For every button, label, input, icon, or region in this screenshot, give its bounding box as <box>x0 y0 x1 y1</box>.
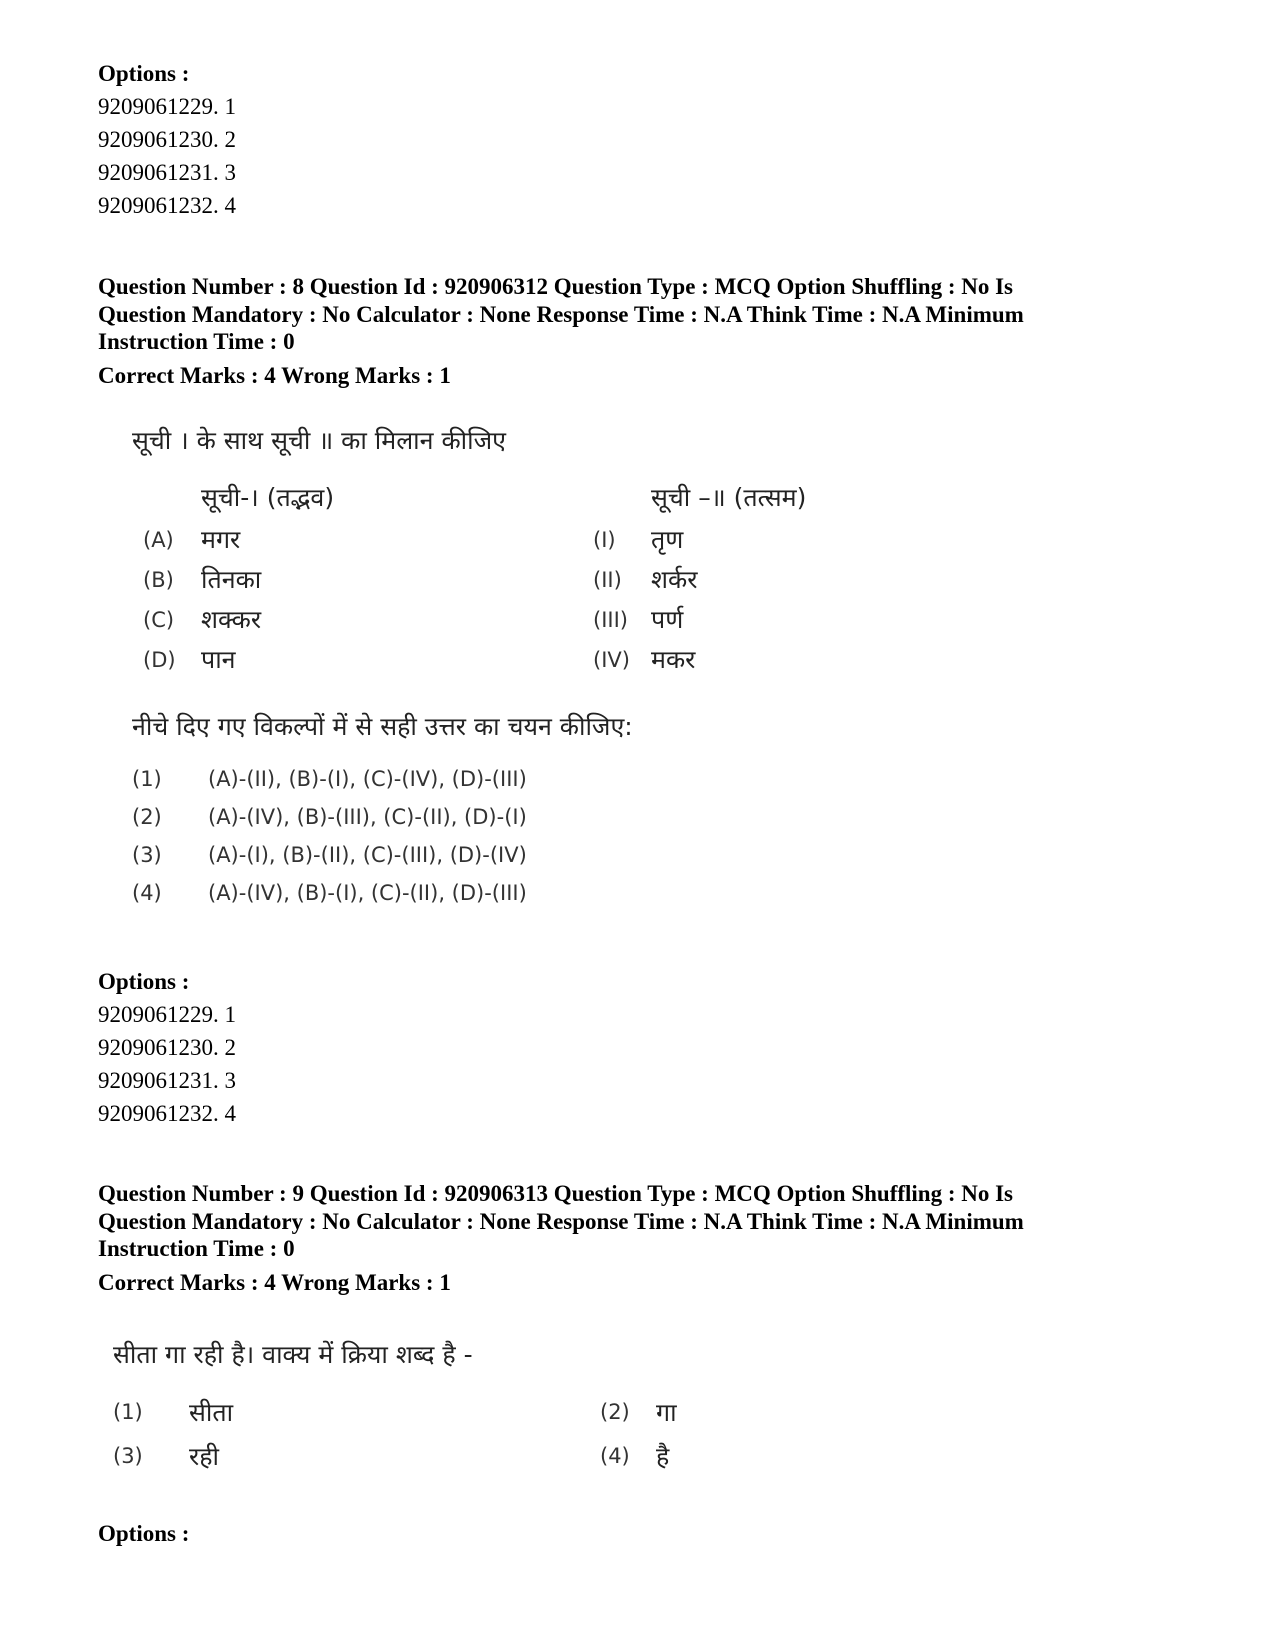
choice-number: (3) <box>132 843 162 867</box>
choice-word: रही <box>189 1442 219 1471</box>
options-heading: Options : <box>98 969 190 994</box>
meta-line: Question Number : 9 Question Id : 920906313 Question Type : MCQ Option Shuffling : No Is <box>98 1181 1014 1206</box>
option-item: 9209061231. 3 <box>98 160 236 185</box>
list1-header: सूची-। (तद्भव) <box>201 483 335 512</box>
choice-number: (3) <box>113 1444 143 1468</box>
choose-instruction: नीचे दिए गए विकल्पों में से सही उत्तर का चयन कीजिए: <box>132 712 633 741</box>
question-8-marks: Correct Marks : 4 Wrong Marks : 1 <box>98 363 451 388</box>
choice-number: (4) <box>600 1444 630 1468</box>
list1-word: मगर <box>201 525 241 554</box>
list1-label: (B) <box>143 568 174 592</box>
choice-number: (2) <box>600 1400 630 1424</box>
meta-line: Question Number : 8 Question Id : 920906312 Question Type : MCQ Option Shuffling : No Is <box>98 274 1014 299</box>
meta-line: Instruction Time : 0 <box>98 1236 295 1261</box>
list2-label: (II) <box>593 568 622 592</box>
list1-word: शक्कर <box>201 605 262 634</box>
choice-word: है <box>656 1442 670 1471</box>
option-item: 9209061232. 4 <box>98 193 236 218</box>
choice-number: (2) <box>132 805 162 829</box>
list2-word: मकर <box>651 645 696 674</box>
options-heading: Options : <box>98 1521 190 1546</box>
list1-label: (C) <box>143 608 175 632</box>
question-9-marks: Correct Marks : 4 Wrong Marks : 1 <box>98 1270 451 1295</box>
option-item: 9209061229. 1 <box>98 1002 236 1027</box>
options-heading: Options : <box>98 61 190 86</box>
option-item: 9209061232. 4 <box>98 1101 236 1126</box>
meta-line: Question Mandatory : No Calculator : None Response Time : N.A Think Time : N.A Minimum <box>98 301 1024 327</box>
list2-word: पर्ण <box>651 605 684 634</box>
choice-text: (A)-(IV), (B)-(I), (C)-(II), (D)-(III) <box>208 881 527 905</box>
option-item: 9209061231. 3 <box>98 1068 236 1093</box>
question-9-meta <box>98 1180 1218 1263</box>
list2-label: (I) <box>593 528 616 552</box>
choice-number: (1) <box>132 767 162 791</box>
question-prompt: सीता गा रही है। वाक्य में क्रिया शब्द है - <box>113 1340 473 1369</box>
choice-text: (A)-(I), (B)-(II), (C)-(III), (D)-(IV) <box>208 843 527 867</box>
choice-word: सीता <box>189 1398 234 1427</box>
options-block-1 <box>98 57 1218 222</box>
option-item: 9209061230. 2 <box>98 127 236 152</box>
option-item: 9209061229. 1 <box>98 94 236 119</box>
list1-word: तिनका <box>201 565 262 594</box>
meta-line: Question Mandatory : No Calculator : None Response Time : N.A Think Time : N.A Minimum <box>98 1208 1024 1234</box>
meta-line: Instruction Time : 0 <box>98 329 295 354</box>
list2-header: सूची –॥ (तत्सम) <box>651 483 807 512</box>
list1-word: पान <box>201 645 236 674</box>
choice-number: (4) <box>132 881 162 905</box>
question-prompt: सूची । के साथ सूची ॥ का मिलान कीजिए <box>132 426 507 455</box>
options-block-2 <box>98 965 1218 1130</box>
list1-label: (A) <box>143 528 174 552</box>
choice-text: (A)-(IV), (B)-(III), (C)-(II), (D)-(I) <box>208 805 527 829</box>
list2-word: शर्कर <box>651 565 698 594</box>
option-item: 9209061230. 2 <box>98 1035 236 1060</box>
list1-label: (D) <box>143 648 176 672</box>
question-8-meta <box>98 273 1218 356</box>
list2-word: तृण <box>651 525 684 554</box>
choice-text: (A)-(II), (B)-(I), (C)-(IV), (D)-(III) <box>208 767 527 791</box>
list2-label: (IV) <box>593 648 630 672</box>
choice-number: (1) <box>113 1400 143 1424</box>
choice-word: गा <box>656 1398 677 1427</box>
list2-label: (III) <box>593 608 628 632</box>
